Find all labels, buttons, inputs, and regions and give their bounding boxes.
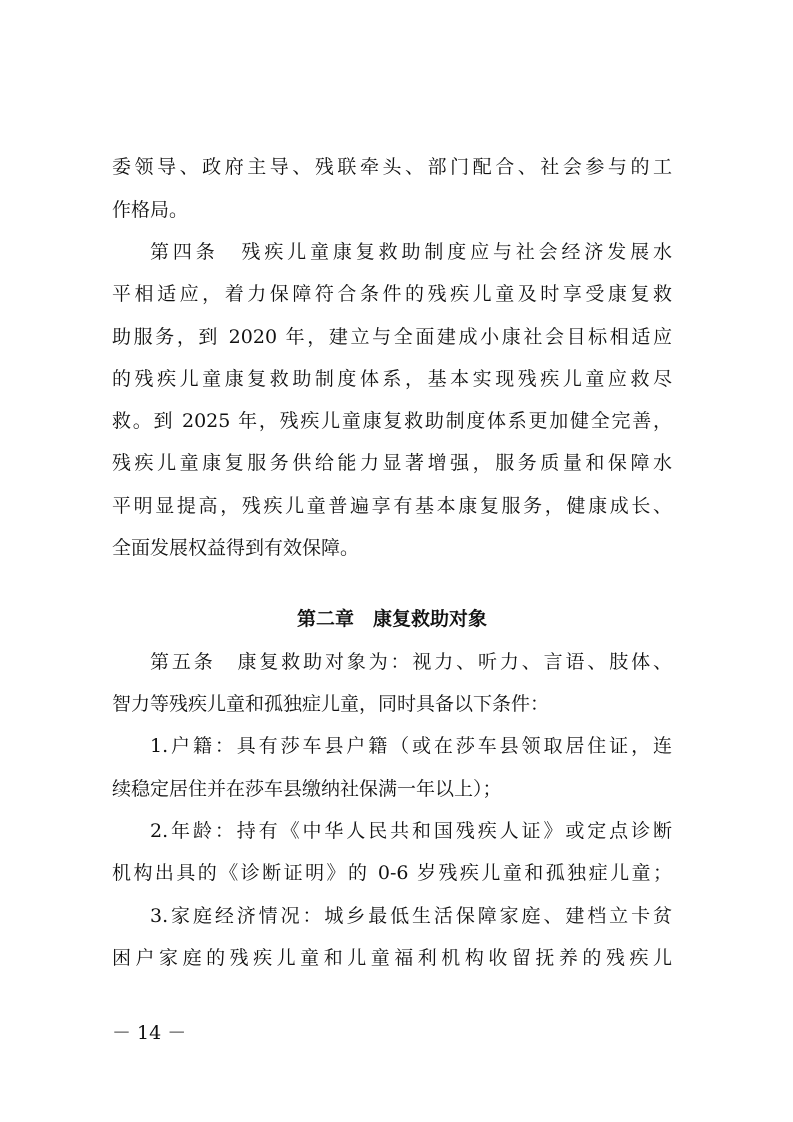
text-line: 残疾儿童康复服务供给能力显著增强，服务质量和保障水 [112,452,672,474]
text-line: 平明显提高，残疾儿童普遍享有基本康复服务，健康成长、 [112,495,672,517]
text-line: 委领导、政府主导、残联牵头、部门配合、社会参与的工 [112,156,672,178]
text-line: 作格局。 [112,199,189,221]
text-line: 平相适应，着力保障符合条件的残疾儿童及时享受康复救 [112,283,672,305]
text-line: 3.家庭经济情况：城乡最低生活保障家庭、建档立卡贫 [150,905,672,927]
text-line: 第四条 残疾儿童康复救助制度应与社会经济发展水 [150,241,672,263]
chapter-heading: 第二章 康复救助对象 [296,608,487,630]
text-line: 全面发展权益得到有效保障。 [112,537,360,559]
text-line: 智力等残疾儿童和孤独症儿童，同时具备以下条件： [112,693,550,715]
text-line: 机构出具的《诊断证明》的 0-6 岁残疾儿童和孤独症儿童； [112,862,672,884]
text-line: 救。到 2025 年，残疾儿童康复救助制度体系更加健全完善， [112,410,672,432]
page-number: － 14 － [112,1022,187,1044]
text-line: 第五条 康复救助对象为：视力、听力、言语、肢体、 [150,651,672,673]
text-line: 困户家庭的残疾儿童和儿童福利机构收留抚养的残疾儿 [112,947,672,969]
text-line: 1.户籍：具有莎车县户籍（或在莎车县领取居住证，连 [150,735,672,757]
text-line: 助服务，到 2020 年，建立与全面建成小康社会目标相适应 [112,326,672,348]
text-line: 的残疾儿童康复救助制度体系，基本实现残疾儿童应救尽 [112,368,672,390]
text-line: 续稳定居住并在莎车县缴纳社保满一年以上）； [112,778,502,800]
text-line: 2.年龄：持有《中华人民共和国残疾人证》或定点诊断 [150,820,672,842]
